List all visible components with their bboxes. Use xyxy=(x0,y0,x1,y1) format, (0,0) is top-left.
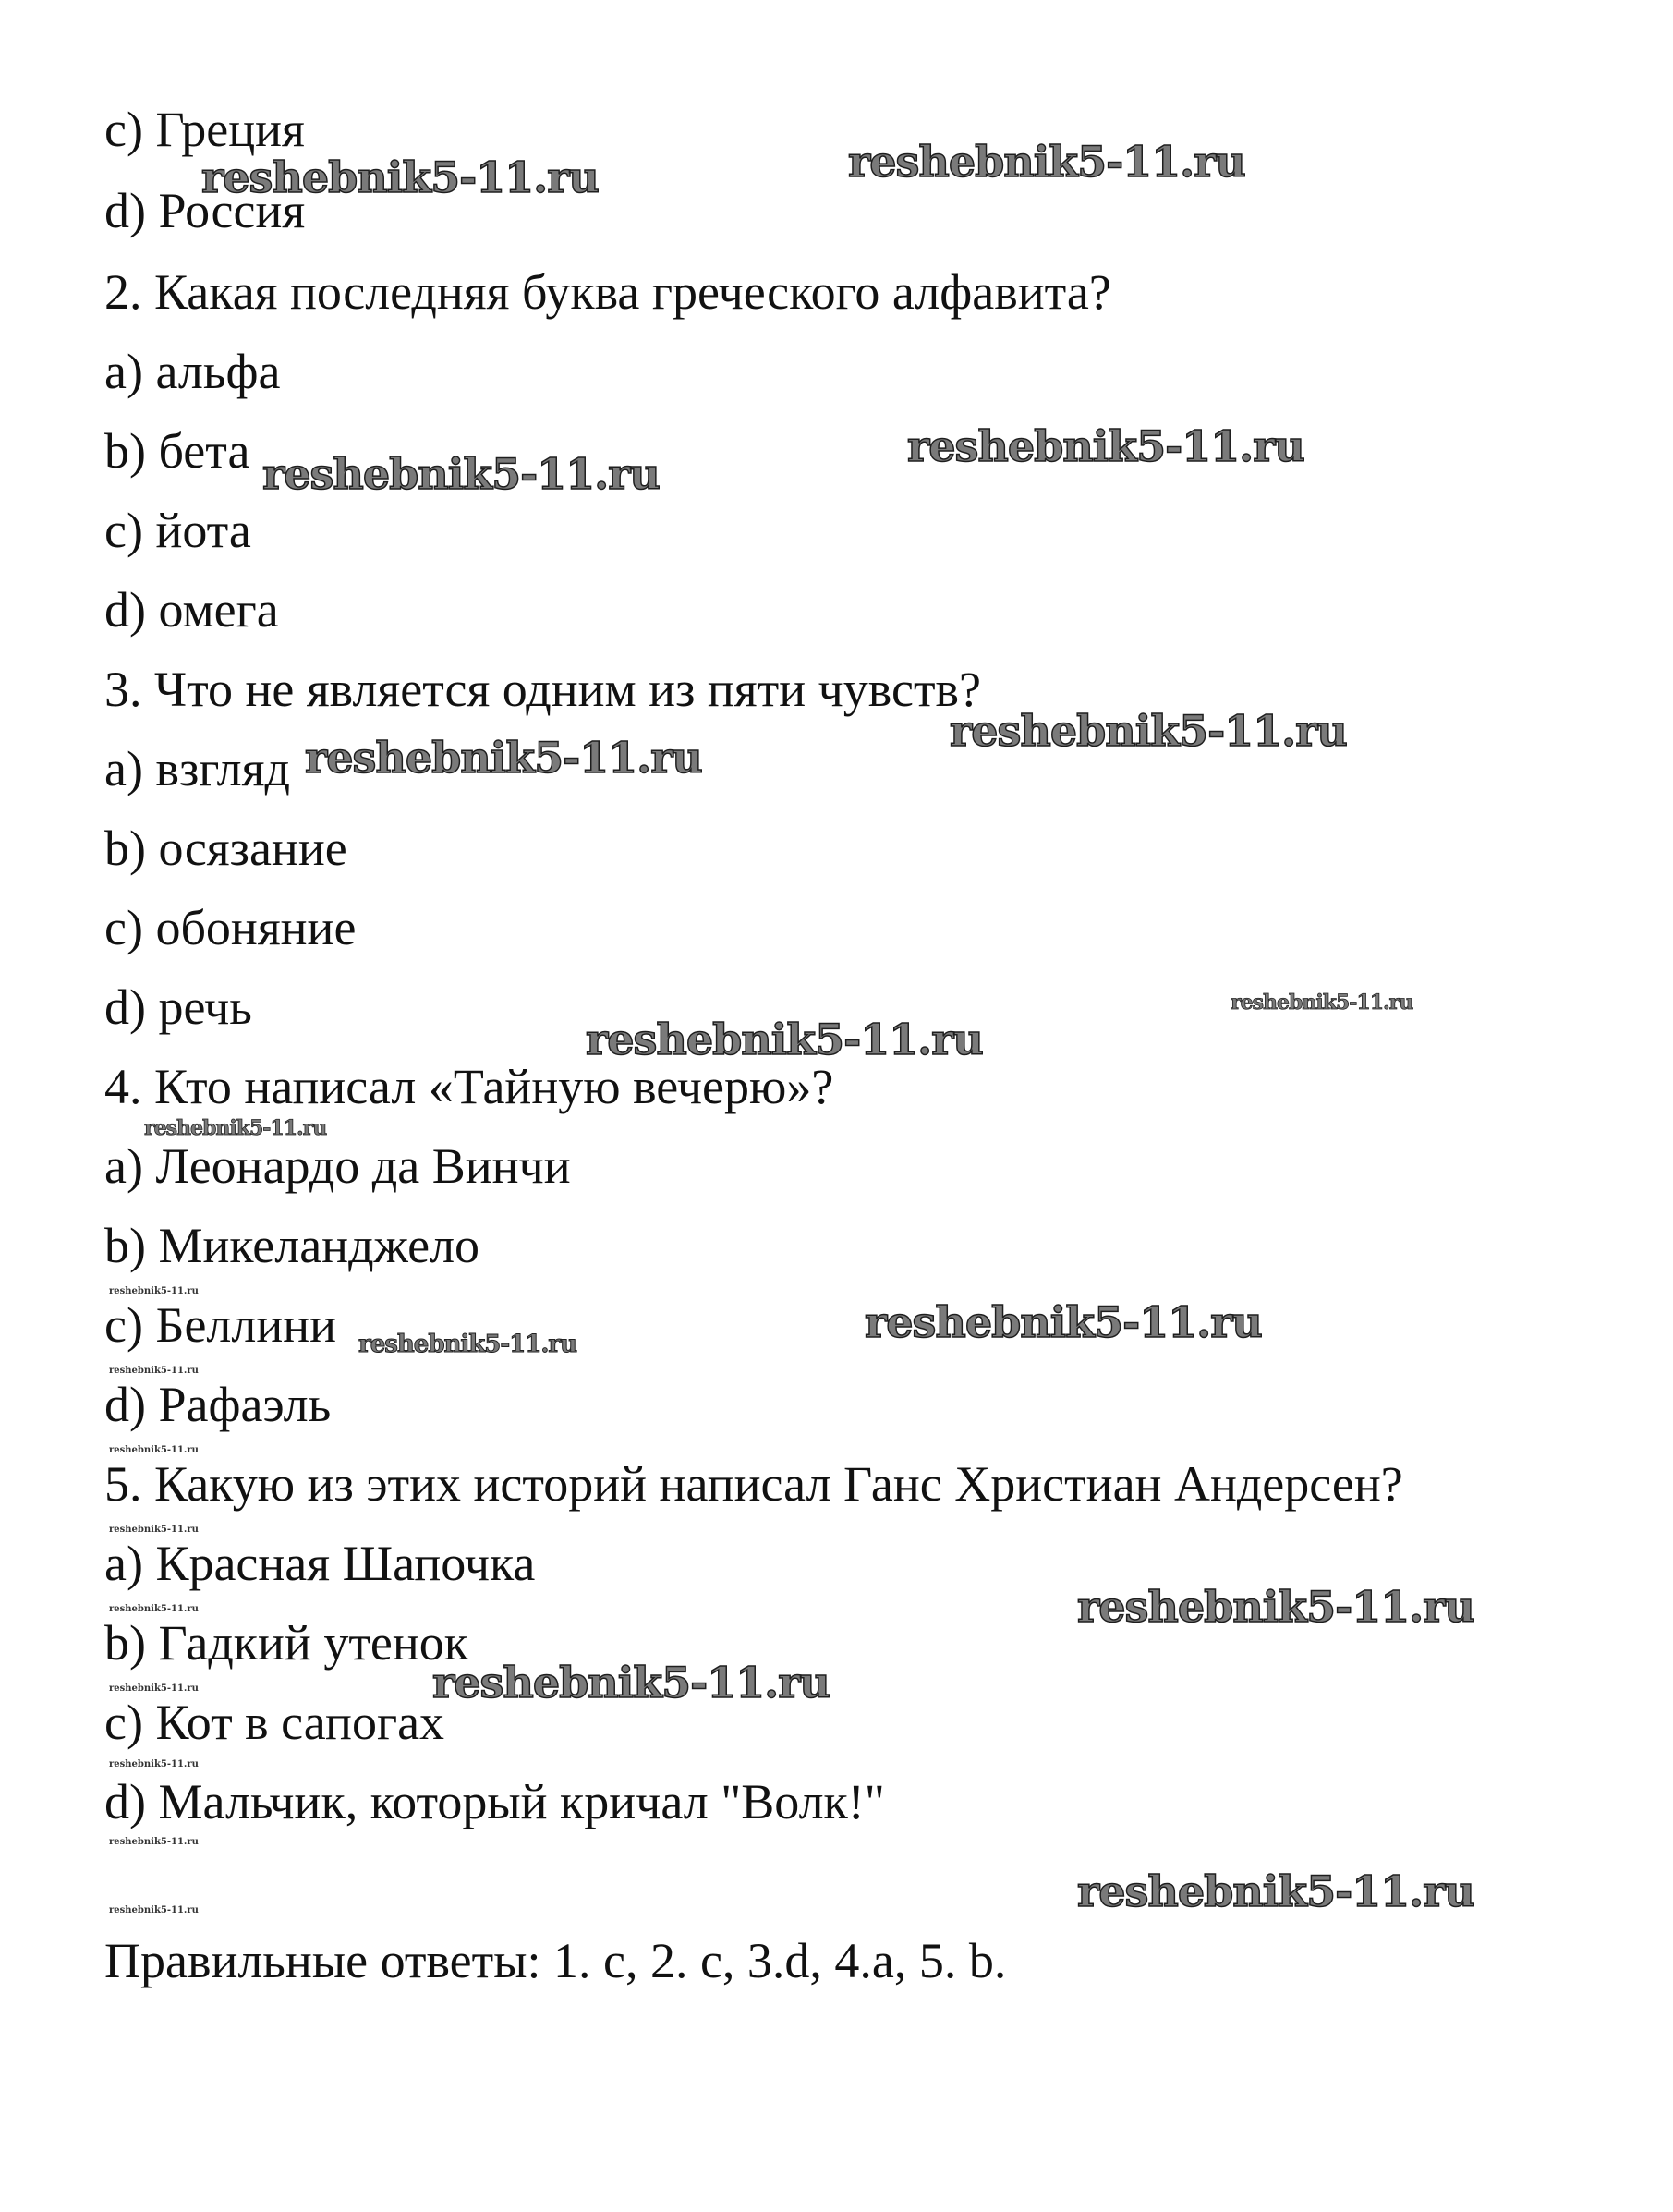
answers-summary: Правильные ответы: 1. c, 2. c, 3.d, 4.a, 5. b. xyxy=(104,1933,1007,1988)
option-4d: d) Рафаэль xyxy=(104,1377,332,1432)
watermark: reshebnik5-11.ru xyxy=(432,1658,830,1708)
watermark: reshebnik5-11.ru xyxy=(848,137,1245,187)
watermark: reshebnik5-11.ru xyxy=(907,421,1304,471)
watermark: reshebnik5-11.ru xyxy=(109,1525,199,1535)
option-3c: c) обоняние xyxy=(104,900,357,955)
watermark: reshebnik5-11.ru xyxy=(109,1445,199,1455)
watermark: reshebnik5-11.ru xyxy=(109,1286,199,1296)
watermark: reshebnik5-11.ru xyxy=(305,733,702,783)
watermark: reshebnik5-11.ru xyxy=(262,449,660,499)
watermark: reshebnik5-11.ru xyxy=(109,1683,199,1694)
option-3d: d) речь xyxy=(104,979,252,1035)
option-4b: b) Микеланджело xyxy=(104,1218,480,1273)
watermark: reshebnik5-11.ru xyxy=(109,1604,199,1614)
option-3a: a) взгляд xyxy=(104,741,290,796)
watermark: reshebnik5-11.ru xyxy=(109,1759,199,1769)
watermark: reshebnik5-11.ru xyxy=(1077,1866,1474,1916)
watermark: reshebnik5-11.ru xyxy=(109,1837,199,1847)
option-1c: c) Греция xyxy=(104,102,305,157)
watermark: reshebnik5-11.ru xyxy=(109,1366,199,1376)
watermark: reshebnik5-11.ru xyxy=(109,1905,199,1915)
option-1d: d) Россия xyxy=(104,183,306,238)
watermark: reshebnik5-11.ru xyxy=(865,1297,1262,1347)
watermark: reshebnik5-11.ru xyxy=(950,706,1347,756)
option-5b: b) Гадкий утенок xyxy=(104,1615,469,1671)
option-5a: a) Красная Шапочка xyxy=(104,1536,536,1591)
option-4a: a) Леонардо да Винчи xyxy=(104,1138,571,1194)
option-5c: c) Кот в сапогах xyxy=(104,1695,445,1750)
option-2d: d) омега xyxy=(104,582,279,638)
watermark: reshebnik5-11.ru xyxy=(586,1015,983,1064)
question-2: 2. Какая последняя буква греческого алфавита? xyxy=(104,264,1111,320)
option-2b: b) бета xyxy=(104,423,250,479)
question-5: 5. Какую из этих историй написал Ганс Христиан Андерсен? xyxy=(104,1456,1403,1512)
option-2c: c) йота xyxy=(104,503,251,558)
question-3: 3. Что не является одним из пяти чувств? xyxy=(104,662,982,717)
watermark: reshebnik5-11.ru xyxy=(1231,991,1413,1015)
watermark: reshebnik5-11.ru xyxy=(144,1116,327,1140)
watermark: reshebnik5-11.ru xyxy=(358,1331,577,1358)
watermark: reshebnik5-11.ru xyxy=(201,152,599,202)
option-2a: a) альфа xyxy=(104,344,281,399)
option-3b: b) осязание xyxy=(104,820,347,876)
question-4: 4. Кто написал «Тайную вечерю»? xyxy=(104,1059,834,1114)
watermark: reshebnik5-11.ru xyxy=(1077,1582,1474,1632)
option-5d: d) Мальчик, который кричал "Волк!" xyxy=(104,1774,885,1829)
option-4c: c) Беллини xyxy=(104,1297,337,1353)
